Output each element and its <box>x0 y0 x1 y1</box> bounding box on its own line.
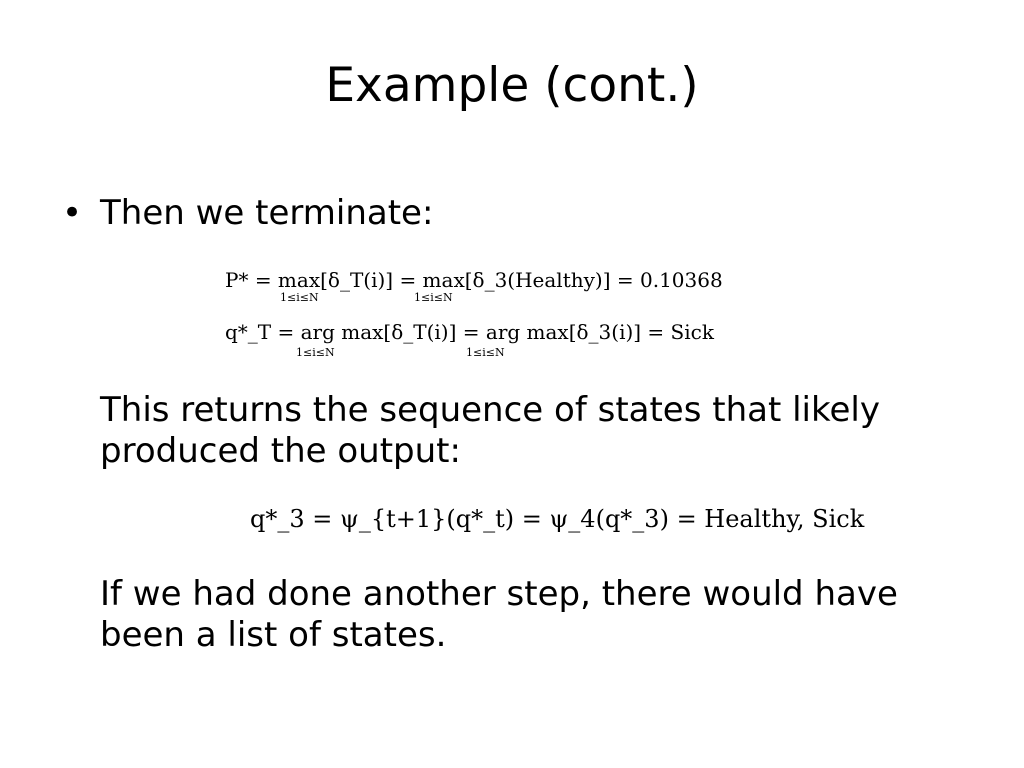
equation-p-star-subscript-2: 1≤i≤N <box>414 291 453 304</box>
equation-p-star: P* = max[δ_T(i)] = max[δ_3(Healthy)] = 0.10368 <box>225 268 723 292</box>
equation-q-t-star: q*_T = arg max[δ_T(i)] = arg max[δ_3(i)] = Sick <box>225 320 714 344</box>
bullet-dot: • <box>62 193 83 233</box>
bullet-text: Then we terminate: <box>100 193 434 233</box>
equation-q-t-star-subscript-1: 1≤i≤N <box>296 346 335 359</box>
paragraph-sequence: This returns the sequence of states that likely produced the output: <box>100 390 880 471</box>
equation-backtrack: q*_3 = ψ_{t+1}(q*_t) = ψ_4(q*_3) = Healthy, Sick <box>250 505 865 533</box>
equation-q-t-star-subscript-2: 1≤i≤N <box>466 346 505 359</box>
equation-p-star-subscript-1: 1≤i≤N <box>280 291 319 304</box>
paragraph-list-of-states: If we had done another step, there would have been a list of states. <box>100 574 898 655</box>
slide-title: Example (cont.) <box>325 58 699 113</box>
